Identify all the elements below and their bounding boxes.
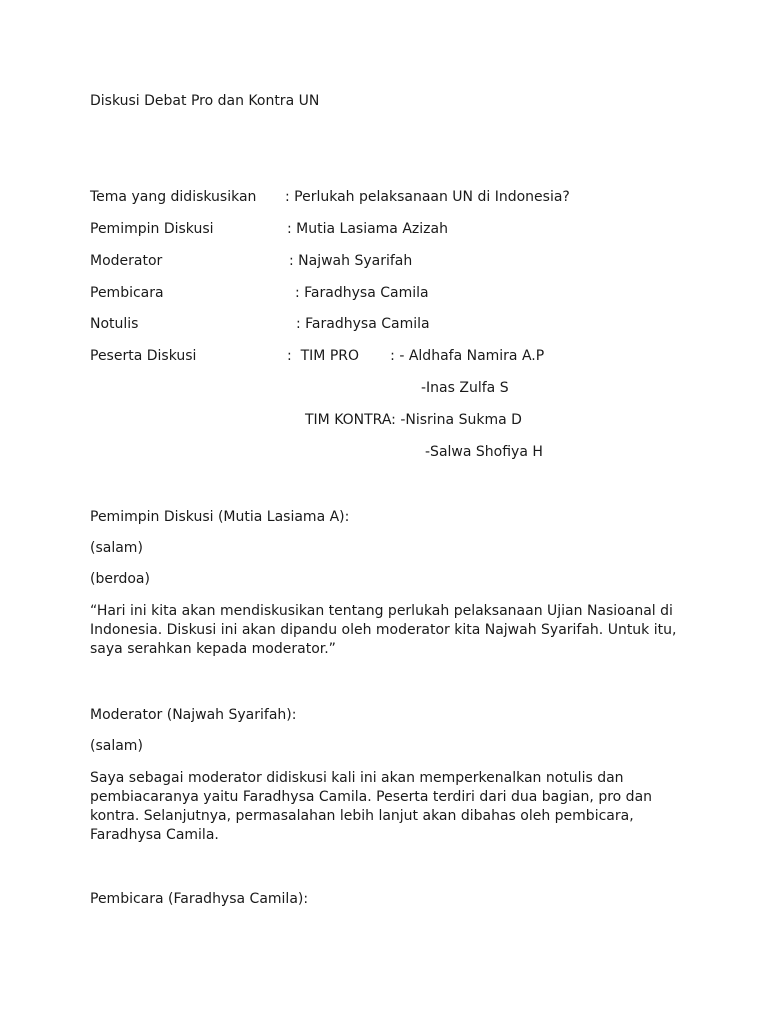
info-label-moderator: Moderator — [90, 253, 163, 269]
info-label-pemimpin: Pemimpin Diskusi — [90, 221, 214, 237]
info-value-moderator: : Najwah Syarifah — [289, 253, 413, 269]
participant-pro-2: -Inas Zulfa S — [421, 380, 509, 396]
section-paragraph-pemimpin: “Hari ini kita akan mendiskusikan tentang perlukah pelaksanaan Ujian Nasioanal di Indonesia. Diskusi ini akan dipandu oleh moderator kita Najwah Syarifah. Untuk itu, saya serahkan kepada moderator.” — [90, 603, 677, 657]
participant-kontra-2: -Salwa Shofiya H — [425, 444, 543, 460]
section-speaker-moderator: Moderator (Najwah Syarifah): — [90, 707, 297, 723]
document-title: Diskusi Debat Pro dan Kontra UN — [90, 93, 320, 109]
info-value-tema: : Perlukah pelaksanaan UN di Indonesia? — [285, 189, 570, 205]
info-label-notulis: Notulis — [90, 316, 139, 332]
section-line: (berdoa) — [90, 571, 150, 587]
section-speaker-pembicara: Pembicara (Faradhysa Camila): — [90, 891, 309, 907]
participant-kontra-1: TIM KONTRA: -Nisrina Sukma D — [305, 412, 522, 428]
section-line: (salam) — [90, 540, 143, 556]
info-value-peserta: : TIM PRO : - Aldhafa Namira A.P — [287, 348, 545, 364]
section-speaker-pemimpin: Pemimpin Diskusi (Mutia Lasiama A): — [90, 509, 350, 525]
section-line: (salam) — [90, 738, 143, 754]
section-paragraph-moderator: Saya sebagai moderator didiskusi kali ini akan memperkenalkan notulis dan pembiacaranya yaitu Faradhysa Camila. Peserta terdiri dari dua bagian, pro dan kontra. Selanjutnya, permasalahan lebih lanjut akan dibahas oleh pembicara, Faradhysa Camila. — [90, 770, 653, 843]
info-value-notulis: : Faradhysa Camila — [296, 316, 430, 332]
info-label-peserta: Peserta Diskusi — [90, 348, 197, 364]
info-label-tema: Tema yang didiskusikan — [90, 189, 257, 205]
info-value-pembicara: : Faradhysa Camila — [295, 285, 429, 301]
info-value-pemimpin: : Mutia Lasiama Azizah — [287, 221, 448, 237]
info-label-pembicara: Pembicara — [90, 285, 164, 301]
